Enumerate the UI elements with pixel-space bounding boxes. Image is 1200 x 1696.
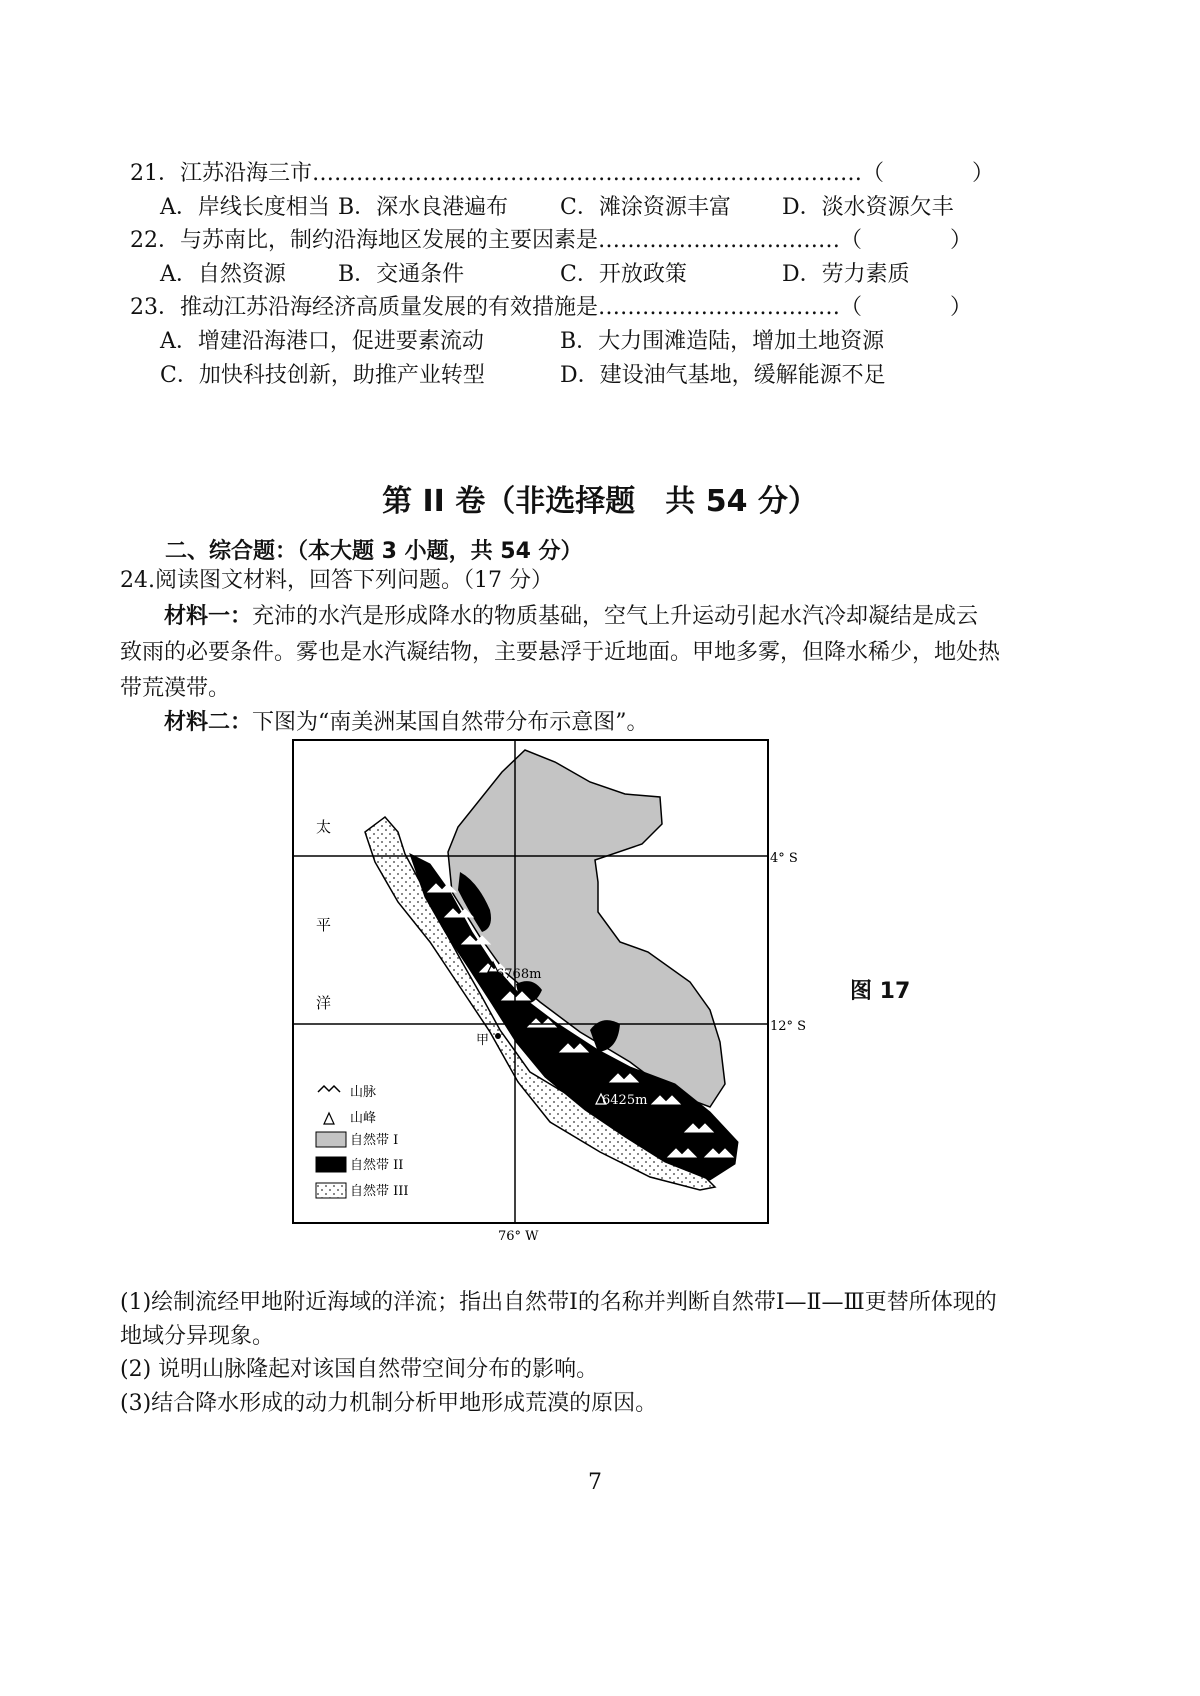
material-one-lead: 材料一： xyxy=(164,603,253,629)
map-legend xyxy=(316,1085,409,1199)
question-23-option-a: A．增建沿海港口，促进要素流动 xyxy=(160,329,484,354)
peak-legend-icon xyxy=(324,1113,334,1124)
place-jia-marker xyxy=(495,1033,501,1039)
zone-two-swatch xyxy=(316,1157,346,1172)
question-22-option-b: B．交通条件 xyxy=(338,262,465,287)
peak-label-6768: 6768m xyxy=(496,967,542,982)
question-23-option-d: D．建设油气基地，缓解能源不足 xyxy=(560,363,886,388)
material-two-lead: 材料二： xyxy=(164,709,253,735)
section-heading: 二、综合题：（本大题 3 小题，共 54 分） xyxy=(165,539,583,564)
legend-mountain-label: 山脉 xyxy=(350,1085,377,1100)
question-21-stem: 21．江苏沿海三市…………………………………………………………………（ ） xyxy=(130,161,994,186)
question-22-option-a: A．自然资源 xyxy=(160,262,286,287)
peak-label-6425: 6425m xyxy=(602,1093,648,1108)
question-23-stem: 23．推动江苏沿海经济高质量发展的有效措施是……………………………（ ） xyxy=(130,295,972,320)
legend-zone-two-label: 自然带 II xyxy=(350,1158,404,1173)
ocean-label-tai: 太 xyxy=(316,818,332,836)
material-two-text: 下图为“南美洲某国自然带分布示意图”。 xyxy=(252,710,649,735)
ocean-label-ping: 平 xyxy=(316,916,332,934)
material-one xyxy=(120,598,1000,707)
figure-label: 图 17 xyxy=(850,979,911,1004)
material-one-text: 充沛的水汽是形成降水的物质基础，空气上升运动引起水汽冷却凝结是成云致雨的必要条件。雾也是水汽凝结物，主要悬浮于近地面。甲地多雾，但降水稀少，地处热带荒漠带。 xyxy=(120,604,1001,701)
question-24-heading: 24.阅读图文材料，回答下列问题。（17 分） xyxy=(120,568,553,593)
legend-peak-label: 山峰 xyxy=(350,1111,377,1126)
question-22-option-c: C．开放政策 xyxy=(560,262,687,287)
question-21-option-c: C．滩涂资源丰富 xyxy=(560,195,731,220)
question-22-option-d: D．劳力素质 xyxy=(782,262,910,287)
page-number: 7 xyxy=(588,1470,602,1495)
zone-three-swatch xyxy=(316,1183,346,1198)
ocean-label-yang: 洋 xyxy=(316,994,332,1012)
latitude-label-4s: 4° S xyxy=(770,851,798,866)
place-jia-label: 甲 xyxy=(476,1033,490,1048)
longitude-label-76w: 76° W xyxy=(498,1229,539,1242)
legend-zone-one-label: 自然带 I xyxy=(350,1133,399,1148)
subquestion-1-line xyxy=(120,1286,1000,1354)
mountain-legend-icon xyxy=(318,1086,340,1092)
question-23-option-c: C．加快科技创新，助推产业转型 xyxy=(160,363,485,388)
subquestion-3: (3)结合降水形成的动力机制分析甲地形成荒漠的原因。 xyxy=(120,1391,658,1416)
question-21-option-a: A．岸线长度相当 xyxy=(160,195,330,220)
zone-one-swatch xyxy=(316,1132,346,1147)
part-two-title: 第 II 卷（非选择题 共 54 分） xyxy=(382,484,818,519)
legend-zone-three-label: 自然带 III xyxy=(350,1184,409,1199)
question-22-stem: 22．与苏南比，制约沿海地区发展的主要因素是……………………………（ ） xyxy=(130,228,972,253)
natural-zone-map xyxy=(280,732,840,1242)
subquestion-1: (1)绘制流经甲地附近海域的洋流；指出自然带Ⅰ的名称并判断自然带Ⅰ—Ⅱ—Ⅲ更替所体现的地域分异现象。 xyxy=(120,1290,997,1349)
question-21-option-d: D．淡水资源欠丰 xyxy=(782,195,954,220)
question-23-option-b: B．大力围滩造陆，增加土地资源 xyxy=(560,329,885,354)
latitude-label-12s: 12° S xyxy=(770,1019,807,1034)
subquestion-2: (2) 说明山脉隆起对该国自然带空间分布的影响。 xyxy=(120,1357,599,1382)
question-21-option-b: B．深水良港遍布 xyxy=(338,195,509,220)
